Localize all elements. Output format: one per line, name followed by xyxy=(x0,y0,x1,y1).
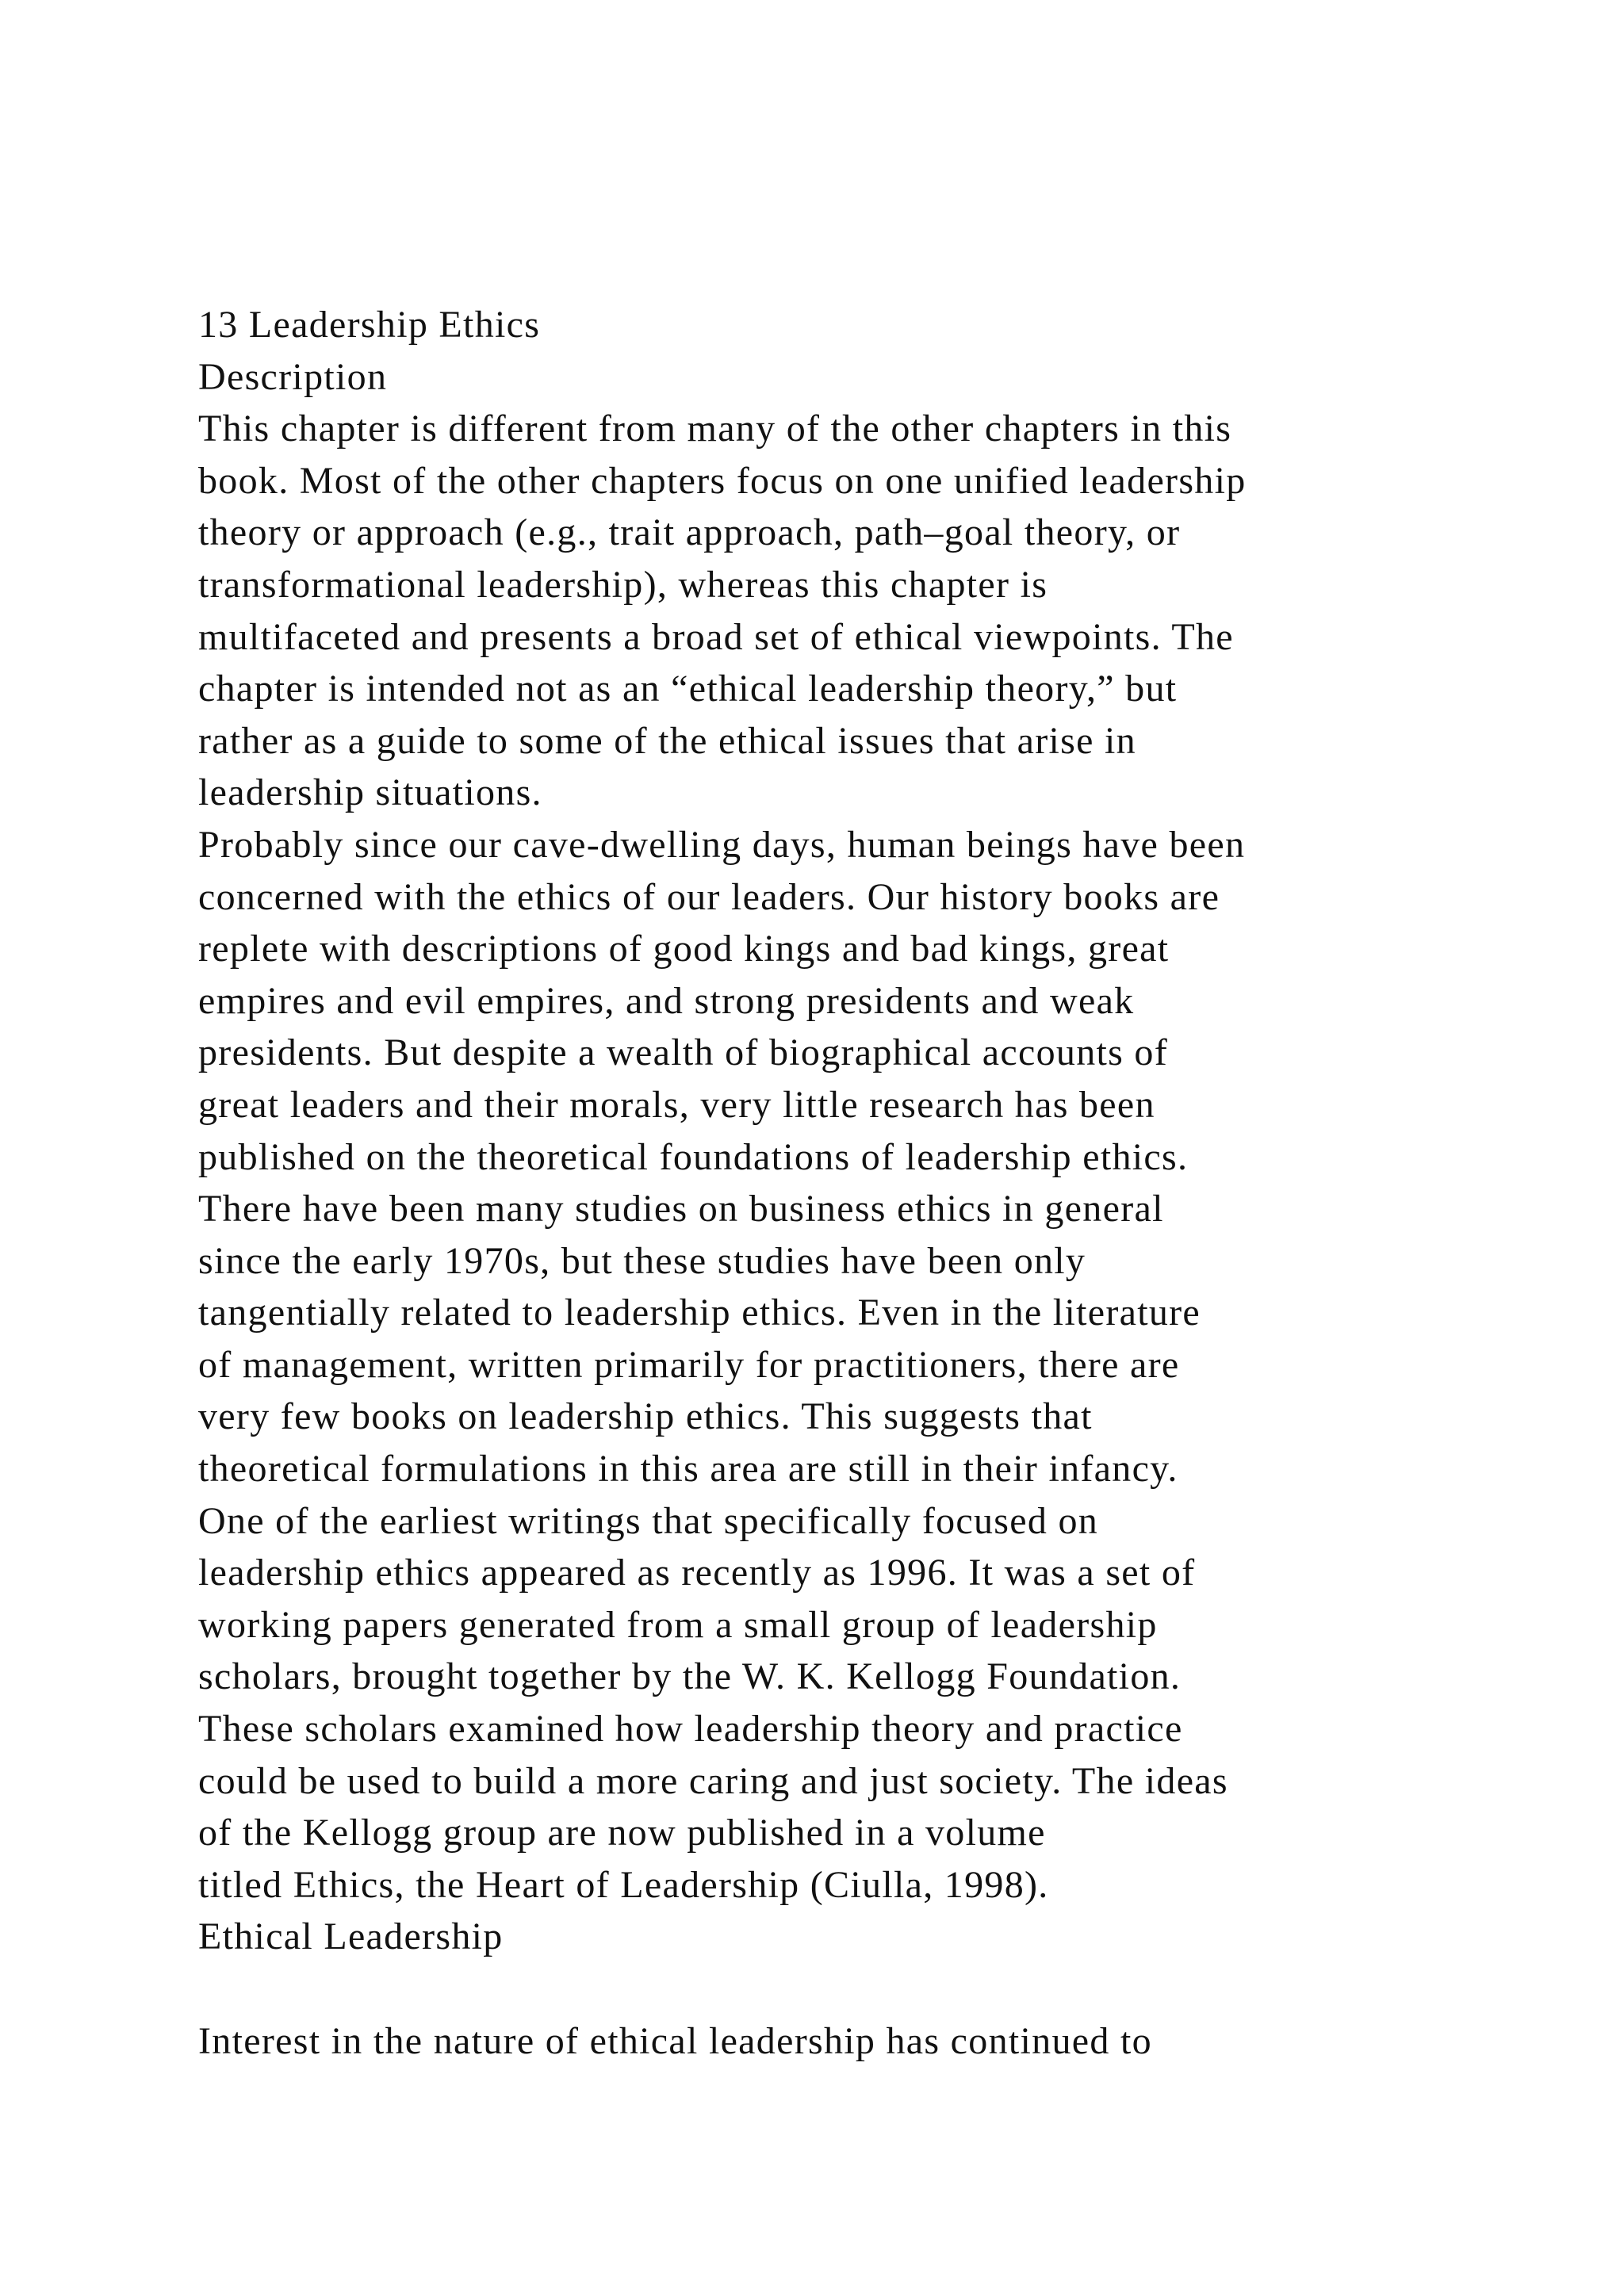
text-line: scholars, brought together by the W. K. Kellogg Foundation. xyxy=(198,1655,1182,1698)
text-line: This chapter is different from many of the other chapters in this xyxy=(198,408,1232,450)
text-line: Interest in the nature of ethical leadership has continued to xyxy=(198,2019,1152,2062)
text-line: transformational leadership), whereas this chapter is xyxy=(198,563,1048,606)
text-line: leadership ethics appeared as recently as 1996. It was a set of xyxy=(198,1552,1196,1594)
text-line: titled Ethics, the Heart of Leadership (Ciulla, 1998). xyxy=(198,1863,1049,1906)
text-line: of management, written primarily for practitioners, there are xyxy=(198,1343,1180,1386)
text-line: could be used to build a more caring and just society. The ideas xyxy=(198,1759,1228,1802)
text-line: multifaceted and presents a broad set of ethical viewpoints. The xyxy=(198,615,1234,658)
text-line: of the Kellogg group are now published in a volume xyxy=(198,1812,1046,1854)
text-line: presidents. But despite a wealth of biographical accounts of xyxy=(198,1031,1168,1074)
text-line: These scholars examined how leadership theory and practice xyxy=(198,1708,1183,1751)
text-line: replete with descriptions of good kings and bad kings, great xyxy=(198,928,1170,970)
text-line: Probably since our cave-dwelling days, human beings have been xyxy=(198,823,1246,866)
text-line: great leaders and their morals, very little research has been xyxy=(198,1083,1155,1126)
text-line: very few books on leadership ethics. This suggests that xyxy=(198,1395,1093,1438)
text-line: working papers generated from a small group of leadership xyxy=(198,1603,1158,1646)
section-heading-description: Description xyxy=(198,355,388,398)
text-line: theoretical formulations in this area are still in their infancy. xyxy=(198,1448,1178,1490)
text-line: leadership situations. xyxy=(198,771,542,814)
text-line: concerned with the ethics of our leaders. Our history books are xyxy=(198,875,1220,918)
document-page xyxy=(198,299,1467,2067)
chapter-title: 13 Leadership Ethics xyxy=(198,304,541,346)
text-line: book. Most of the other chapters focus on one unified leadership xyxy=(198,459,1247,502)
text-line: theory or approach (e.g., trait approach, path–goal theory, or xyxy=(198,511,1181,554)
text-line: tangentially related to leadership ethics. Even in the literature xyxy=(198,1292,1201,1334)
section-heading-ethical-leadership: Ethical Leadership xyxy=(198,1915,504,1958)
text-line: rather as a guide to some of the ethical issues that arise in xyxy=(198,719,1136,762)
text-line: There have been many studies on business ethics in general xyxy=(198,1188,1164,1230)
blank-line xyxy=(198,1963,1467,2015)
text-line: One of the earliest writings that specifically focused on xyxy=(198,1499,1099,1542)
text-line: empires and evil empires, and strong presidents and weak xyxy=(198,979,1135,1022)
text-line: published on the theoretical foundations of leadership ethics. xyxy=(198,1135,1189,1178)
text-line: chapter is intended not as an “ethical leadership theory,” but xyxy=(198,668,1178,710)
text-line: since the early 1970s, but these studies have been only xyxy=(198,1239,1086,1282)
